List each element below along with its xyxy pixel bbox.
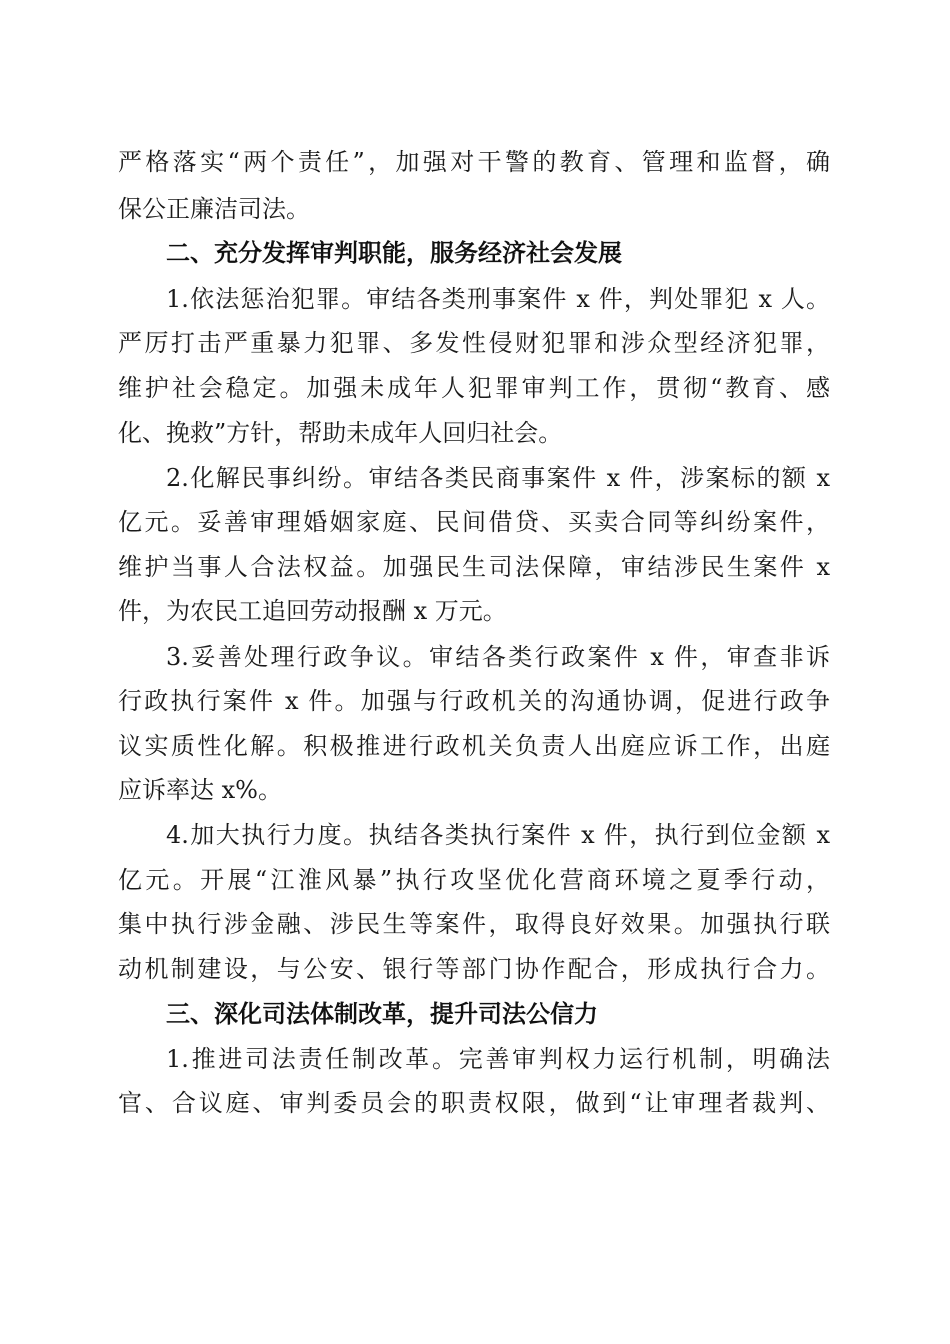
body-text-line: 议实质性化解。积极推进行政机关负责人出庭应诉工作，出庭: [118, 732, 830, 760]
body-text-line: 亿元。开展“江淮风暴”执行攻坚优化营商环境之夏季行动，: [118, 866, 830, 894]
body-text-line: 严格落实“两个责任”，加强对干警的教育、管理和监督，确: [118, 148, 830, 176]
section-heading: 三、深化司法体制改革，提升司法公信力: [166, 1000, 598, 1028]
body-text-line: 应诉率达 x%。: [118, 776, 282, 804]
body-text-line: 亿元。妥善审理婚姻家庭、民间借贷、买卖合同等纠纷案件，: [118, 508, 830, 536]
body-text-line: 集中执行涉金融、涉民生等案件，取得良好效果。加强执行联: [118, 910, 830, 938]
body-text-line: 化、挽救”方针，帮助未成年人回归社会。: [118, 419, 563, 447]
paragraph-first-line: 4.加大执行力度。执结各类执行案件 x 件，执行到位金额 x: [166, 821, 830, 849]
body-text-line: 保公正廉洁司法。: [118, 195, 310, 223]
body-text-line: 件，为农民工追回劳动报酬 x 万元。: [118, 597, 507, 625]
body-text-line: 严厉打击严重暴力犯罪、多发性侵财犯罪和涉众型经济犯罪，: [118, 329, 830, 357]
body-text-line: 官、合议庭、审判委员会的职责权限，做到“让审理者裁判、: [118, 1089, 830, 1117]
body-text-line: 动机制建设，与公安、银行等部门协作配合，形成执行合力。: [118, 955, 830, 983]
paragraph-first-line: 2.化解民事纠纷。审结各类民商事案件 x 件，涉案标的额 x: [166, 464, 830, 492]
body-text-line: 行政执行案件 x 件。加强与行政机关的沟通协调，促进行政争: [118, 687, 830, 715]
paragraph-first-line: 1.依法惩治犯罪。审结各类刑事案件 x 件，判处罪犯 x 人。: [166, 285, 830, 313]
paragraph-first-line: 3.妥善处理行政争议。审结各类行政案件 x 件，审查非诉: [166, 643, 830, 671]
body-text-line: 维护当事人合法权益。加强民生司法保障，审结涉民生案件 x: [118, 553, 830, 581]
body-text-line: 维护社会稳定。加强未成年人犯罪审判工作，贯彻“教育、感: [118, 374, 830, 402]
section-heading: 二、充分发挥审判职能，服务经济社会发展: [166, 239, 622, 267]
paragraph-first-line: 1.推进司法责任制改革。完善审判权力运行机制，明确法: [166, 1045, 830, 1073]
